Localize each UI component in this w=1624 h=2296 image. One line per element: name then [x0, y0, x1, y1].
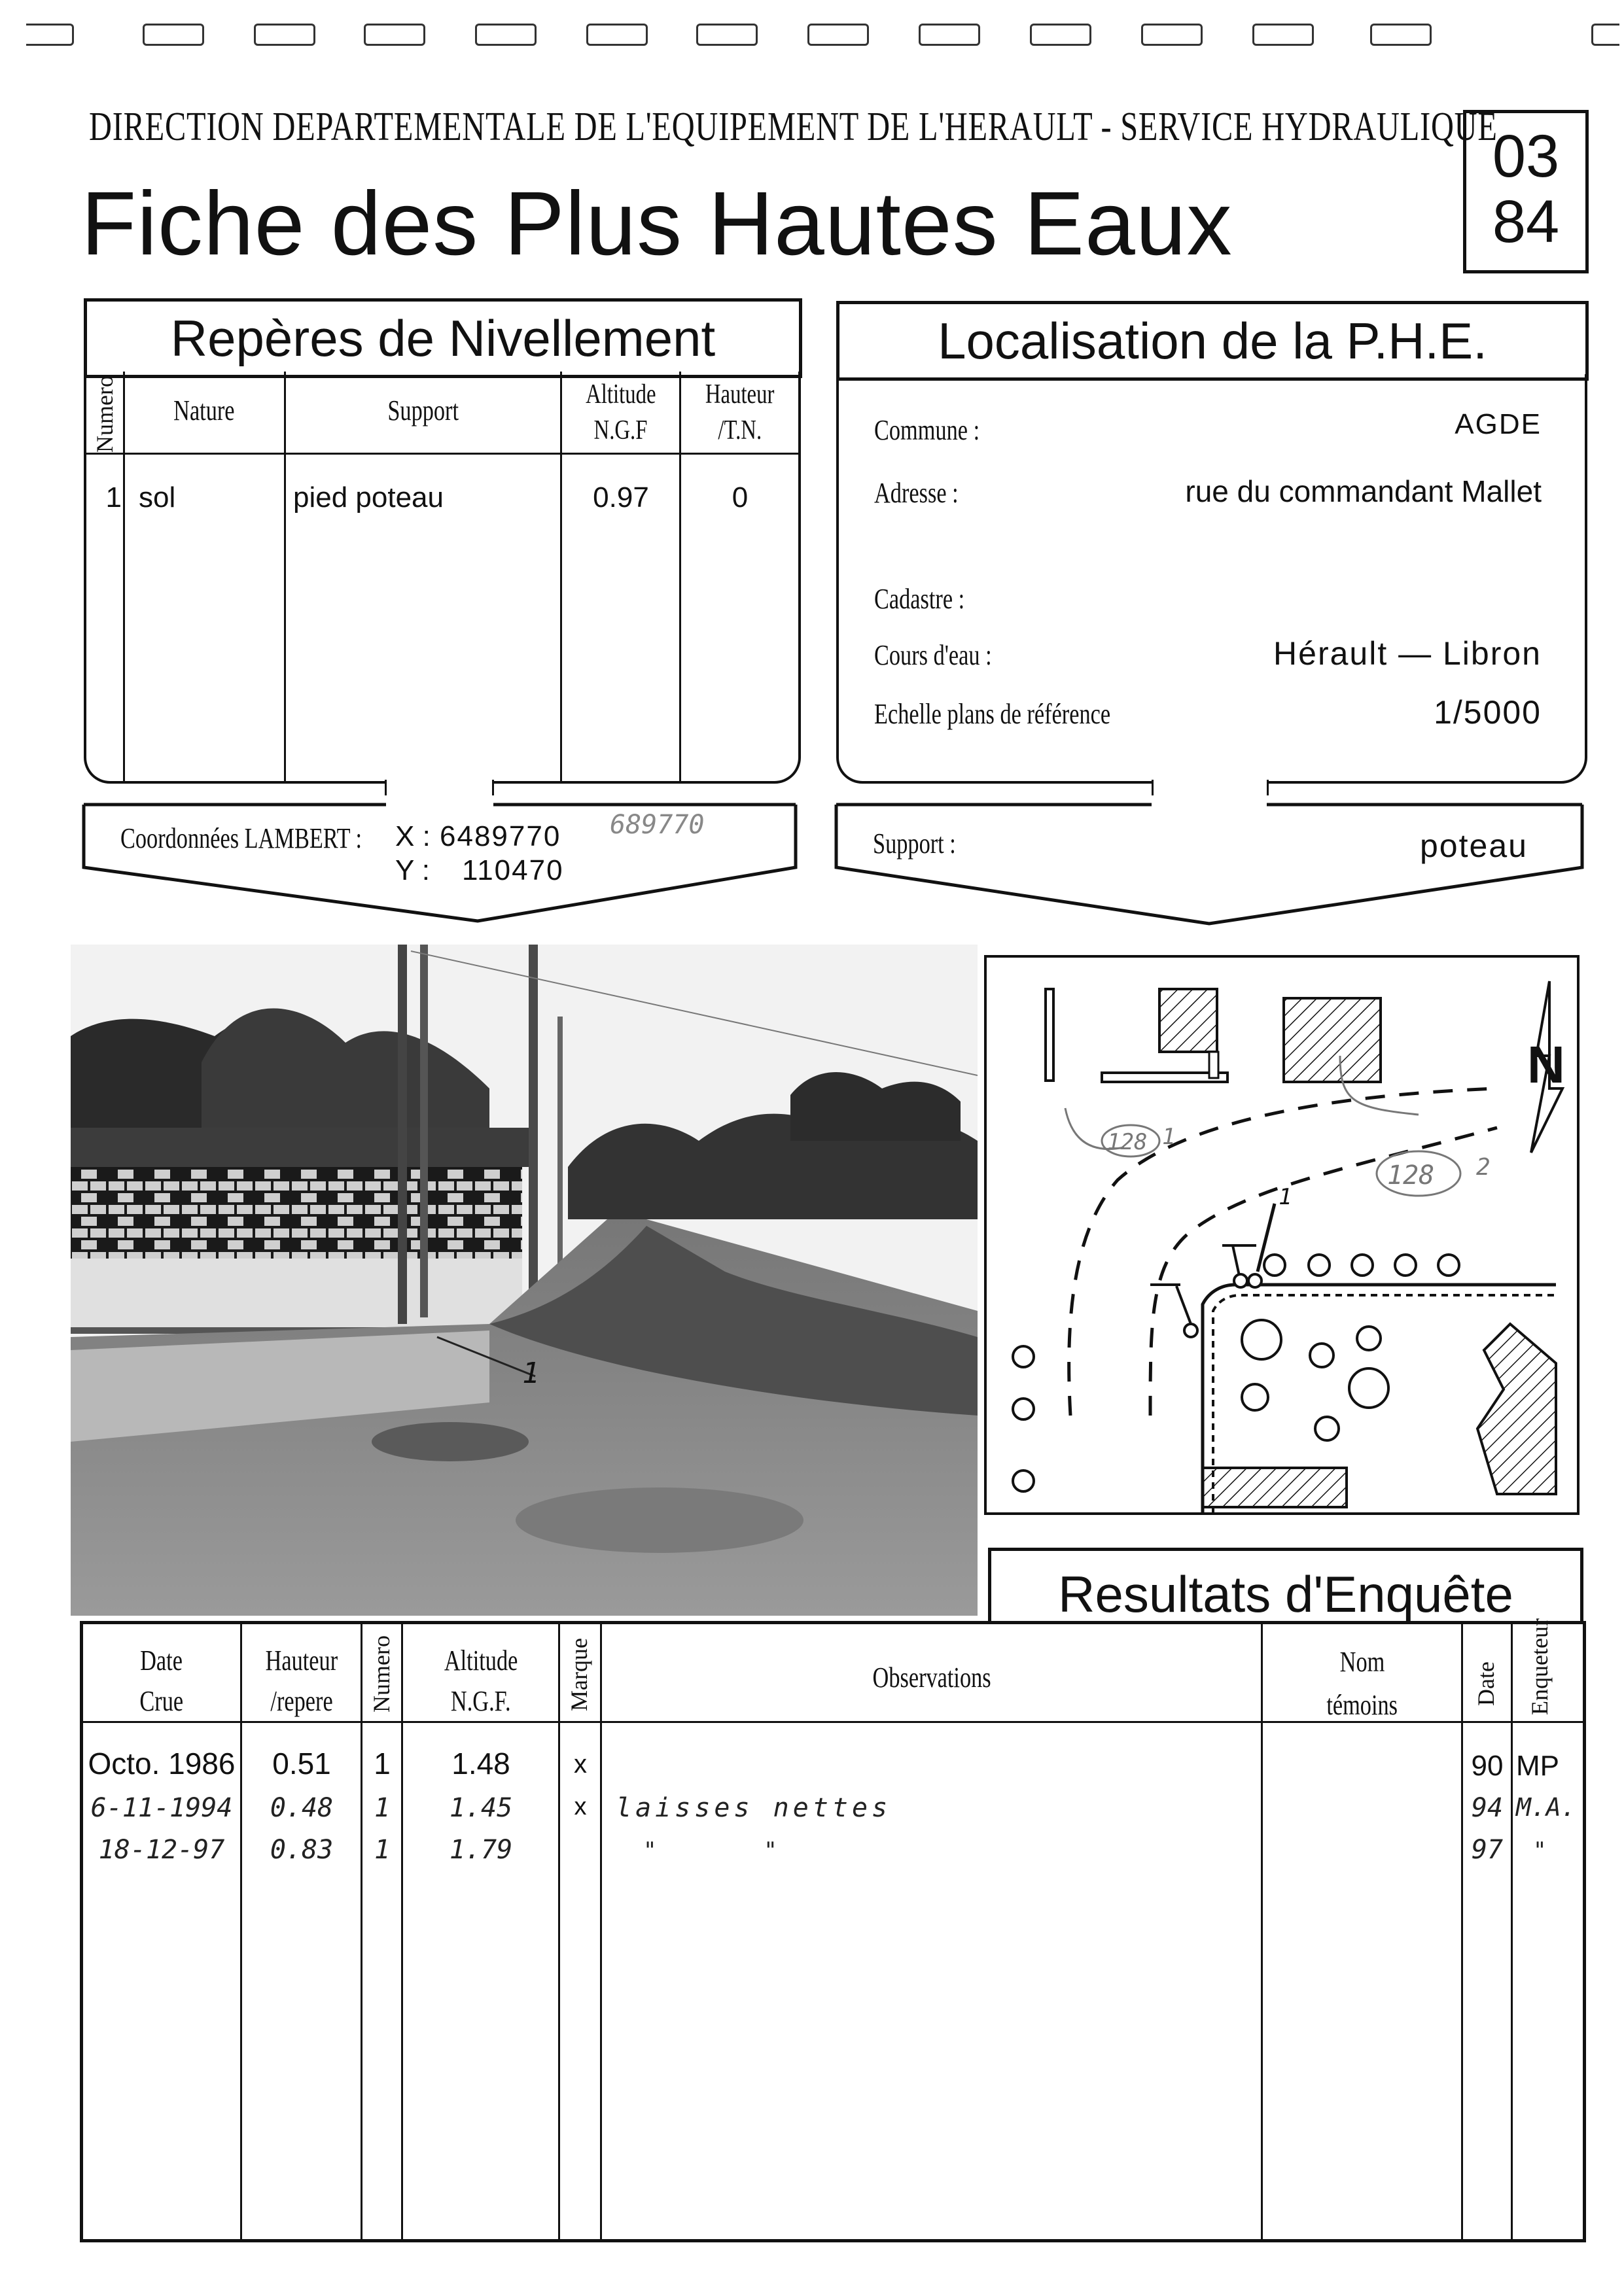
res-row3-altitude: 1.79 [449, 1835, 513, 1865]
resultats-table [80, 1618, 1586, 2242]
res-col-hauteur: Hauteur [265, 1644, 338, 1677]
res-row3-obs: " " [643, 1837, 777, 1864]
res-row2-annee: 94 [1471, 1793, 1504, 1823]
commune-label: Commune : [874, 414, 980, 446]
res-col-ngf: N.G.F. [451, 1685, 511, 1717]
map-note-a: 128 [1107, 1129, 1148, 1155]
map-note-b-suffix: 2 [1476, 1154, 1491, 1181]
localisation-panel [836, 374, 1587, 784]
repere-nature: sol [139, 481, 176, 513]
res-col-temoins: témoins [1326, 1689, 1398, 1721]
col-altitude-header: Altitude [586, 379, 656, 409]
lambert-x-label: X : [395, 820, 431, 852]
location-map [984, 955, 1580, 1515]
res-row2-obs: laisses nettes [616, 1793, 892, 1823]
file-code-bottom: 84 [1492, 188, 1560, 255]
support-label: Support : [873, 827, 956, 860]
direction-header: DIRECTION DEPARTEMENTALE DE L'EQUIPEMENT DE L'HERAULT - SERVICE HYDRAULIQUE [89, 105, 1498, 149]
support-value: poteau [1420, 827, 1528, 864]
localisation-title: Localisation de la P.H.E. [938, 312, 1487, 370]
file-code-box [1463, 110, 1589, 273]
localisation-title-box [836, 301, 1589, 381]
reperes-title-box [84, 298, 802, 378]
res-row3-annee: 97 [1471, 1835, 1504, 1865]
res-row2-altitude: 1.45 [449, 1793, 513, 1823]
map-note-b: 128 [1387, 1160, 1435, 1191]
repere-hauteur: 0 [732, 481, 749, 513]
res-row1-marque: x [574, 1750, 587, 1779]
map-marker: 1 [1279, 1184, 1292, 1210]
resultats-title-box [988, 1548, 1583, 1624]
repere-altitude: 0.97 [593, 481, 649, 513]
res-col-nom: Nom [1339, 1646, 1385, 1678]
lambert-y-value: 110470 [462, 854, 564, 886]
res-row1-annee: 90 [1471, 1750, 1504, 1782]
res-col-numero: Numero [368, 1635, 395, 1713]
cours-eau-label: Cours d'eau : [874, 639, 992, 671]
lambert-label: Coordonnées LAMBERT : [120, 822, 362, 854]
res-col-date: Date [140, 1644, 183, 1677]
lambert-x-handwritten: 689770 [610, 810, 705, 840]
col-nature-header: Nature [173, 394, 235, 426]
res-row1-altitude: 1.48 [451, 1747, 510, 1781]
north-label: N [1527, 1035, 1565, 1094]
col-altitude-unit: N.G.F [594, 415, 648, 445]
res-col-repere: /repere [270, 1685, 333, 1717]
map-note-a-suffix: 1 [1162, 1124, 1176, 1150]
res-row2-enqueteur: M.A. [1516, 1793, 1576, 1822]
commune-value: AGDE [1455, 408, 1542, 440]
res-row3-numero: 1 [374, 1835, 391, 1865]
col-hauteur-unit: /T.N. [718, 415, 762, 445]
res-col-date-enquete: Date [1473, 1661, 1499, 1706]
res-row2-hauteur: 0.48 [270, 1793, 334, 1823]
lambert-y-label: Y : [395, 854, 431, 886]
res-col-crue: Crue [139, 1685, 184, 1717]
echelle-value: 1/5000 [1434, 694, 1542, 731]
reperes-title: Repères de Nivellement [170, 309, 716, 367]
res-col-altitude: Altitude [444, 1644, 518, 1677]
res-row1-hauteur: 0.51 [272, 1747, 331, 1781]
adresse-value: rue du commandant Mallet [1185, 474, 1542, 508]
reperes-table [84, 372, 801, 784]
res-row1-date: Octo. 1986 [88, 1747, 236, 1781]
res-row3-date: 18-12-97 [98, 1835, 225, 1865]
repere-numero: 1 [105, 481, 122, 513]
col-support-header: Support [387, 394, 459, 426]
res-row2-numero: 1 [374, 1793, 391, 1823]
adresse-label: Adresse : [874, 477, 959, 509]
site-photo [71, 945, 978, 1616]
cours-eau-value: Hérault — Libron [1273, 635, 1542, 672]
repere-support: pied poteau [293, 481, 444, 513]
echelle-label: Echelle plans de référence [874, 698, 1111, 730]
res-row2-date: 6-11-1994 [90, 1793, 233, 1823]
res-row1-numero: 1 [374, 1747, 391, 1781]
res-col-observations: Observations [872, 1661, 991, 1694]
page-title: Fiche des Plus Hautes Eaux [81, 173, 1233, 274]
res-col-marque: Marque [566, 1638, 592, 1711]
file-code-top: 03 [1492, 123, 1560, 190]
col-hauteur-header: Hauteur [705, 379, 775, 409]
cadastre-label: Cadastre : [874, 583, 965, 615]
photo-marker: 1 [522, 1357, 540, 1390]
res-row2-marque: x [574, 1793, 587, 1820]
col-numero-header: Numero [92, 375, 118, 453]
lambert-x-value: 6489770 [440, 820, 561, 852]
resultats-title: Resultats d'Enquête [1058, 1565, 1513, 1623]
res-row3-hauteur: 0.83 [270, 1835, 334, 1865]
res-row1-enqueteur: MP [1516, 1750, 1559, 1782]
res-col-enqueteur: Enqueteur [1527, 1618, 1553, 1715]
res-row3-enqueteur: " [1533, 1837, 1547, 1864]
